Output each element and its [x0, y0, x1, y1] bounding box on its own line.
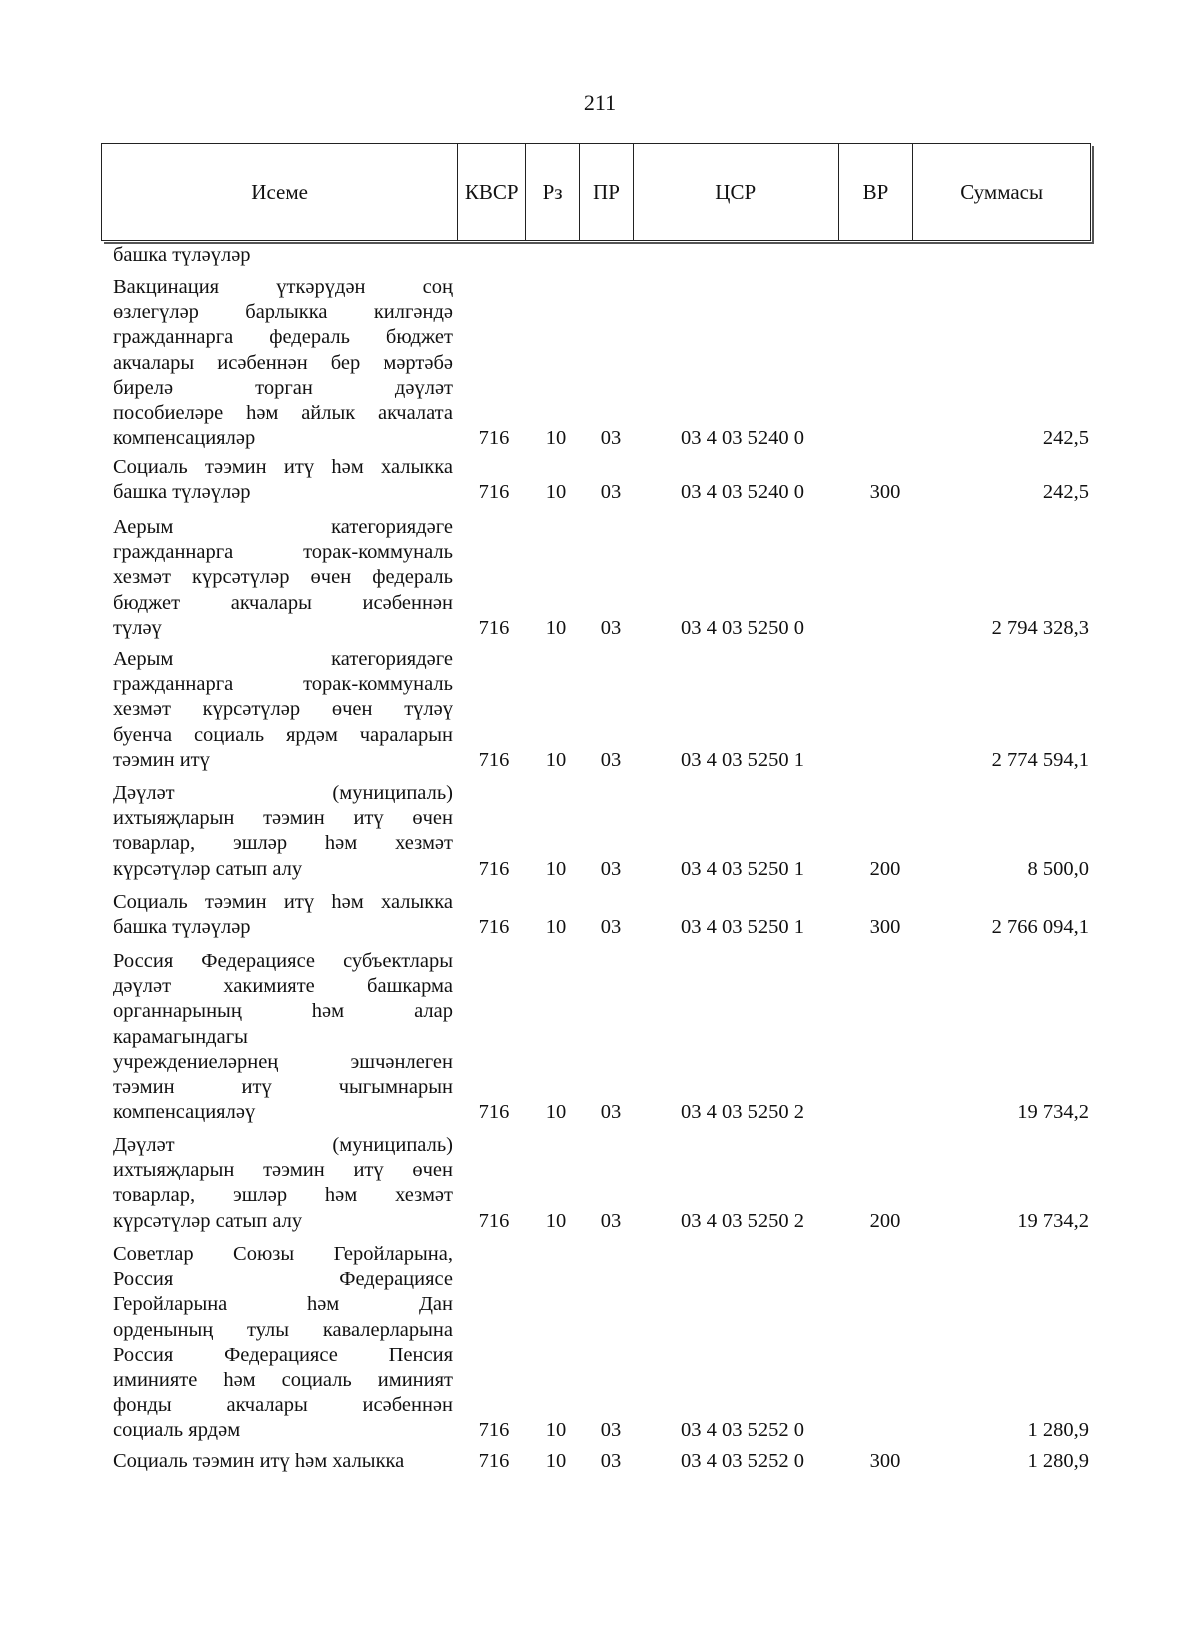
- row-name: [113, 647, 453, 773]
- row-name-line: Россия Федерациясе Пенсия: [113, 1343, 453, 1366]
- header-name: Исеме: [251, 179, 308, 204]
- row-csr: 03 4 03 5252 0: [681, 1419, 804, 1442]
- row-name-line: Россия Федерациясе субъектлары: [113, 950, 453, 972]
- row-csr: 03 4 03 5240 0: [681, 427, 804, 450]
- row-name-line: социаль ярдәм: [113, 1419, 241, 1442]
- row-name-line: Вакцинация үткәрүдән соң: [113, 276, 453, 298]
- row-kvsr: 716: [478, 427, 510, 450]
- row-name-line: карамагындагы: [113, 1025, 248, 1048]
- header-csr: ЦСР: [633, 144, 838, 240]
- row-csr: 03 4 03 5250 2: [681, 1101, 804, 1124]
- row-kvsr: 716: [478, 1209, 510, 1232]
- row-name: [113, 1242, 453, 1444]
- row-pr: 03: [600, 481, 622, 504]
- row-name: [113, 455, 453, 505]
- row-name-line: Дәүләт (муниципаль): [113, 1134, 453, 1156]
- header-rz: Рз: [525, 144, 579, 240]
- row-rz: 10: [545, 1101, 567, 1124]
- header-pr: ПР: [579, 144, 633, 240]
- row-csr: 03 4 03 5250 1: [681, 748, 804, 771]
- row-name-line: бирелә торган дәүләт: [113, 376, 453, 399]
- row-name-line: тәэмин итү чыгымнарын: [113, 1076, 453, 1099]
- row-pr: 03: [600, 916, 622, 939]
- row-rz: 10: [545, 916, 567, 939]
- row-vr: 200: [869, 1209, 901, 1232]
- row-name-line: компенсацияләү: [113, 1101, 256, 1124]
- row-name-line: өзлегүләр барлыкка килгәндә: [113, 301, 453, 324]
- row-csr: 03 4 03 5252 0: [681, 1450, 804, 1472]
- row-rz: 10: [545, 616, 567, 639]
- carryover-line: башка түләүләр: [113, 244, 251, 266]
- row-csr: 03 4 03 5240 0: [681, 481, 804, 504]
- row-pr: 03: [600, 857, 622, 880]
- row-pr: 03: [600, 1209, 622, 1232]
- row-csr: 03 4 03 5250 1: [681, 916, 804, 939]
- row-name-line: күрсәтүләр сатып алу: [113, 1209, 303, 1232]
- row-sum: 2 766 094,1: [991, 916, 1089, 939]
- row-name-line: иминияте һәм социаль иминият: [113, 1369, 453, 1392]
- row-name-line: Геройларына һәм Дан: [113, 1293, 453, 1316]
- header-sum: Суммасы: [912, 144, 1090, 240]
- row-sum: 19 734,2: [1017, 1101, 1089, 1124]
- row-pr: 03: [600, 1419, 622, 1442]
- row-csr: 03 4 03 5250 1: [681, 857, 804, 880]
- row-rz: 10: [545, 481, 567, 504]
- row-sum: 2 794 328,3: [991, 616, 1089, 639]
- row-sum: 1 280,9: [1027, 1450, 1089, 1472]
- row-kvsr: 716: [478, 1419, 510, 1442]
- row-name-line: ихтыяҗларын тәэмин итү өчен: [113, 1159, 453, 1182]
- row-name: [113, 1449, 453, 1474]
- row-vr: 300: [869, 916, 901, 939]
- row-name: [113, 275, 453, 451]
- row-pr: 03: [600, 1101, 622, 1124]
- row-kvsr: 716: [478, 481, 510, 504]
- row-csr: 03 4 03 5250 0: [681, 616, 804, 639]
- row-sum: 19 734,2: [1017, 1209, 1089, 1232]
- row-name-line: гражданнарга торак-коммуналь: [113, 541, 453, 564]
- row-name-line: бюджет акчалары исәбеннән: [113, 591, 453, 614]
- row-name-line: пособиеләре һәм айлык акчалата: [113, 402, 453, 425]
- row-kvsr: 716: [478, 616, 510, 639]
- row-rz: 10: [545, 748, 567, 771]
- row-name-line: фонды акчалары исәбеннән: [113, 1394, 453, 1417]
- header-vr: ВР: [838, 144, 913, 240]
- row-name: [113, 1133, 453, 1234]
- row-rz: 10: [545, 1419, 567, 1442]
- row-pr: 03: [600, 1450, 622, 1472]
- header-kvsr: КВСР: [457, 144, 525, 240]
- row-name-line: гражданнарга торак-коммуналь: [113, 673, 453, 696]
- row-name: [113, 515, 453, 641]
- row-sum: 242,5: [1042, 427, 1089, 450]
- row-name-line: гражданнарга федераль бюджет: [113, 326, 453, 349]
- row-name-line: хезмәт күрсәтүләр өчен федераль: [113, 566, 453, 589]
- row-name-line: товарлар, эшләр һәм хезмәт: [113, 1184, 453, 1207]
- row-name-line: органнарының һәм алар: [113, 1000, 453, 1023]
- row-rz: 10: [545, 857, 567, 880]
- row-rz: 10: [545, 427, 567, 450]
- row-sum: 8 500,0: [1027, 857, 1089, 880]
- row-kvsr: 716: [478, 748, 510, 771]
- row-csr: 03 4 03 5250 2: [681, 1209, 804, 1232]
- row-name-line: хезмәт күрсәтүләр өчен түләү: [113, 698, 453, 721]
- row-sum: 242,5: [1042, 481, 1089, 504]
- row-name-line: орденының тулы кавалерларына: [113, 1318, 453, 1341]
- row-sum: 2 774 594,1: [991, 748, 1089, 771]
- row-vr: 300: [869, 1450, 901, 1472]
- row-name-line: Социаль тәэмин итү һәм халыкка: [113, 456, 453, 478]
- row-pr: 03: [600, 616, 622, 639]
- row-name: [113, 781, 453, 882]
- row-name-line: башка түләүләр: [113, 916, 251, 939]
- row-kvsr: 716: [478, 857, 510, 880]
- row-name-line: тәэмин итү: [113, 748, 210, 771]
- row-name-line: учреждениеләрнең эшчәнлеген: [113, 1050, 453, 1073]
- row-name-line: акчалары исәбеннән бер мәртәбә: [113, 351, 453, 374]
- row-vr: 200: [869, 857, 901, 880]
- row-name-line: түләү: [113, 616, 162, 639]
- row-kvsr: 716: [478, 1450, 510, 1472]
- row-name-line: компенсацияләр: [113, 427, 256, 450]
- row-kvsr: 716: [478, 1101, 510, 1124]
- row-name: [113, 949, 453, 1125]
- row-name: [113, 890, 453, 940]
- table-header: [101, 143, 1091, 241]
- row-sum: 1 280,9: [1027, 1419, 1089, 1442]
- row-name-line: күрсәтүләр сатып алу: [113, 857, 303, 880]
- row-vr: 300: [869, 481, 901, 504]
- row-rz: 10: [545, 1209, 567, 1232]
- row-name-line: Дәүләт (муниципаль): [113, 782, 453, 804]
- row-name-line: Социаль тәэмин итү һәм халыкка: [113, 891, 453, 913]
- row-kvsr: 716: [478, 916, 510, 939]
- row-name-line: ихтыяҗларын тәэмин итү өчен: [113, 807, 453, 830]
- row-name-line: Россия Федерациясе: [113, 1268, 453, 1291]
- row-rz: 10: [545, 1450, 567, 1472]
- row-name-line: товарлар, эшләр һәм хезмәт: [113, 832, 453, 855]
- row-name-line: Аерым категориядәге: [113, 516, 453, 538]
- row-pr: 03: [600, 748, 622, 771]
- row-name-line: Социаль тәэмин итү һәм халыкка: [113, 1450, 405, 1472]
- row-name-line: дәүләт хакимияте башкарма: [113, 975, 453, 998]
- row-pr: 03: [600, 427, 622, 450]
- row-name-line: башка түләүләр: [113, 481, 251, 504]
- row-name-line: Аерым категориядәге: [113, 648, 453, 670]
- row-name-line: буенча социаль ярдәм чараларын: [113, 723, 453, 746]
- page-number: 211: [583, 90, 617, 115]
- row-name-line: Советлар Союзы Геройларына,: [113, 1243, 453, 1265]
